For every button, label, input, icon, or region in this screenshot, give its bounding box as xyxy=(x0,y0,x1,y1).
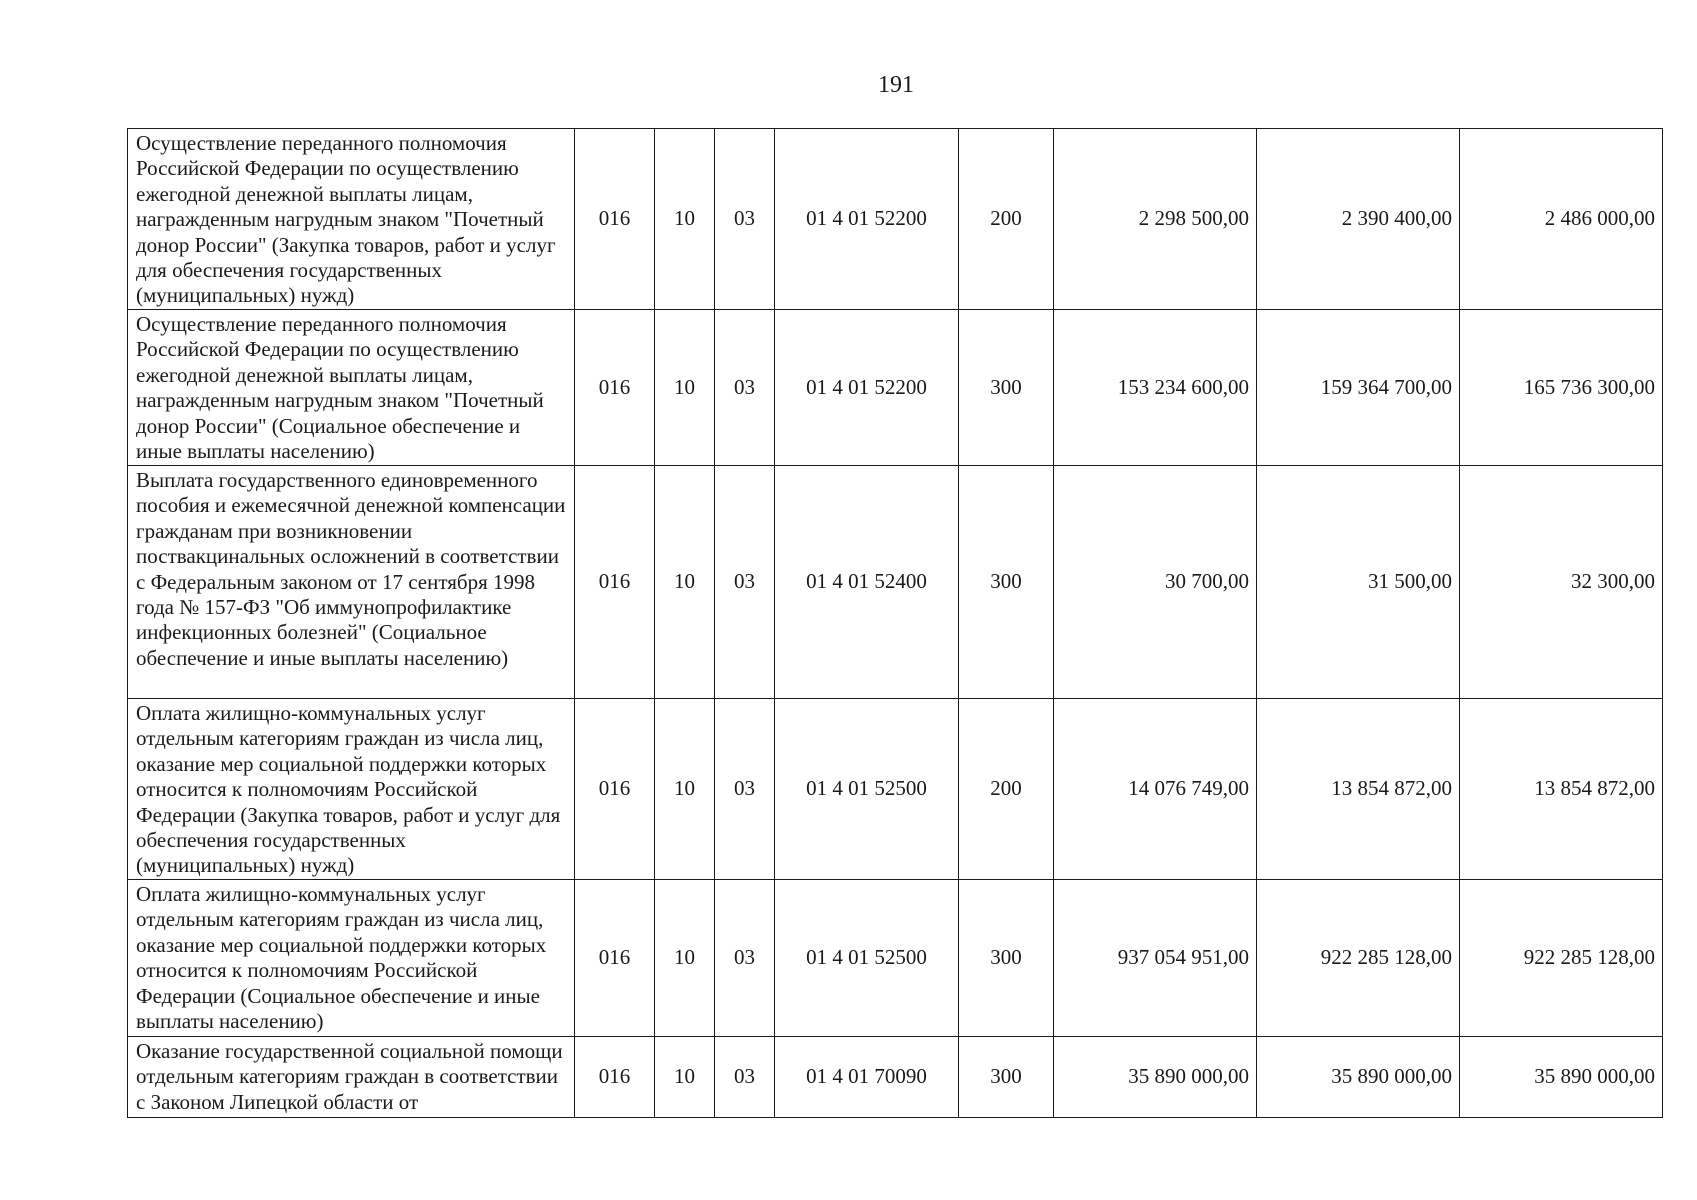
expense-description: Оплата жилищно-коммунальных услуг отдельным категориям граждан из числа лиц, оказание мер социальной поддержки которых относится к полномочиям Российской Федерации (Социальное обеспечение и иные выплаты населению) xyxy=(128,880,575,1037)
amount-year-2: 31 500,00 xyxy=(1257,466,1460,699)
expense-type-code: 300 xyxy=(959,310,1054,466)
expense-type-code: 300 xyxy=(959,1037,1054,1118)
target-article-code: 01 4 01 52400 xyxy=(775,466,959,699)
ministry-code: 016 xyxy=(575,310,655,466)
section-code: 10 xyxy=(655,310,715,466)
amount-year-1: 14 076 749,00 xyxy=(1054,699,1257,880)
target-article-code: 01 4 01 52500 xyxy=(775,880,959,1037)
amount-year-1: 937 054 951,00 xyxy=(1054,880,1257,1037)
subsection-code: 03 xyxy=(715,310,775,466)
section-code: 10 xyxy=(655,880,715,1037)
table-row xyxy=(128,129,1663,310)
target-article-code: 01 4 01 52200 xyxy=(775,310,959,466)
expense-type-code: 300 xyxy=(959,466,1054,699)
ministry-code: 016 xyxy=(575,466,655,699)
expense-description: Осуществление переданного полномочия Российской Федерации по осуществлению ежегодной денежной выплаты лицам, награжденным нагрудным знаком "Почетный донор России" (Закупка товаров, работ и услуг для обеспечения государственных (муниципальных) нужд) xyxy=(128,129,575,310)
subsection-code: 03 xyxy=(715,880,775,1037)
subsection-code: 03 xyxy=(715,699,775,880)
expense-description: Выплата государственного единовременного пособия и ежемесячной денежной компенсации гражданам при возникновении поствакцинальных осложнений в соответствии с Федеральным законом от 17 сентября 1998 года № 157-ФЗ "Об иммунопрофилактике инфекционных болезней" (Социальное обеспечение и иные выплаты населению) xyxy=(128,466,575,699)
amount-year-2: 159 364 700,00 xyxy=(1257,310,1460,466)
subsection-code: 03 xyxy=(715,466,775,699)
amount-year-2: 922 285 128,00 xyxy=(1257,880,1460,1037)
amount-year-3: 922 285 128,00 xyxy=(1460,880,1663,1037)
subsection-code: 03 xyxy=(715,1037,775,1118)
expense-description: Оплата жилищно-коммунальных услуг отдельным категориям граждан из числа лиц, оказание мер социальной поддержки которых относится к полномочиям Российской Федерации (Закупка товаров, работ и услуг для обеспечения государственных (муниципальных) нужд) xyxy=(128,699,575,880)
target-article-code: 01 4 01 70090 xyxy=(775,1037,959,1118)
section-code: 10 xyxy=(655,129,715,310)
amount-year-3: 13 854 872,00 xyxy=(1460,699,1663,880)
amount-year-1: 30 700,00 xyxy=(1054,466,1257,699)
target-article-code: 01 4 01 52200 xyxy=(775,129,959,310)
table-row xyxy=(128,466,1663,699)
section-code: 10 xyxy=(655,466,715,699)
amount-year-3: 32 300,00 xyxy=(1460,466,1663,699)
ministry-code: 016 xyxy=(575,699,655,880)
amount-year-2: 35 890 000,00 xyxy=(1257,1037,1460,1118)
subsection-code: 03 xyxy=(715,129,775,310)
table-row xyxy=(128,310,1663,466)
amount-year-2: 2 390 400,00 xyxy=(1257,129,1460,310)
page-number: 191 xyxy=(878,72,914,98)
amount-year-3: 35 890 000,00 xyxy=(1460,1037,1663,1118)
target-article-code: 01 4 01 52500 xyxy=(775,699,959,880)
amount-year-2: 13 854 872,00 xyxy=(1257,699,1460,880)
ministry-code: 016 xyxy=(575,129,655,310)
amount-year-1: 2 298 500,00 xyxy=(1054,129,1257,310)
expense-type-code: 200 xyxy=(959,699,1054,880)
amount-year-3: 2 486 000,00 xyxy=(1460,129,1663,310)
section-code: 10 xyxy=(655,699,715,880)
ministry-code: 016 xyxy=(575,880,655,1037)
table-row xyxy=(128,880,1663,1037)
amount-year-1: 153 234 600,00 xyxy=(1054,310,1257,466)
amount-year-1: 35 890 000,00 xyxy=(1054,1037,1257,1118)
expense-type-code: 300 xyxy=(959,880,1054,1037)
ministry-code: 016 xyxy=(575,1037,655,1118)
budget-table xyxy=(127,128,1663,1118)
amount-year-3: 165 736 300,00 xyxy=(1460,310,1663,466)
expense-description: Осуществление переданного полномочия Российской Федерации по осуществлению ежегодной денежной выплаты лицам, награжденным нагрудным знаком "Почетный донор России" (Социальное обеспечение и иные выплаты населению) xyxy=(128,310,575,466)
expense-description: Оказание государственной социальной помощи отдельным категориям граждан в соответствии с Законом Липецкой области от xyxy=(128,1037,575,1118)
table-row xyxy=(128,699,1663,880)
section-code: 10 xyxy=(655,1037,715,1118)
table-row xyxy=(128,1037,1663,1118)
expense-type-code: 200 xyxy=(959,129,1054,310)
